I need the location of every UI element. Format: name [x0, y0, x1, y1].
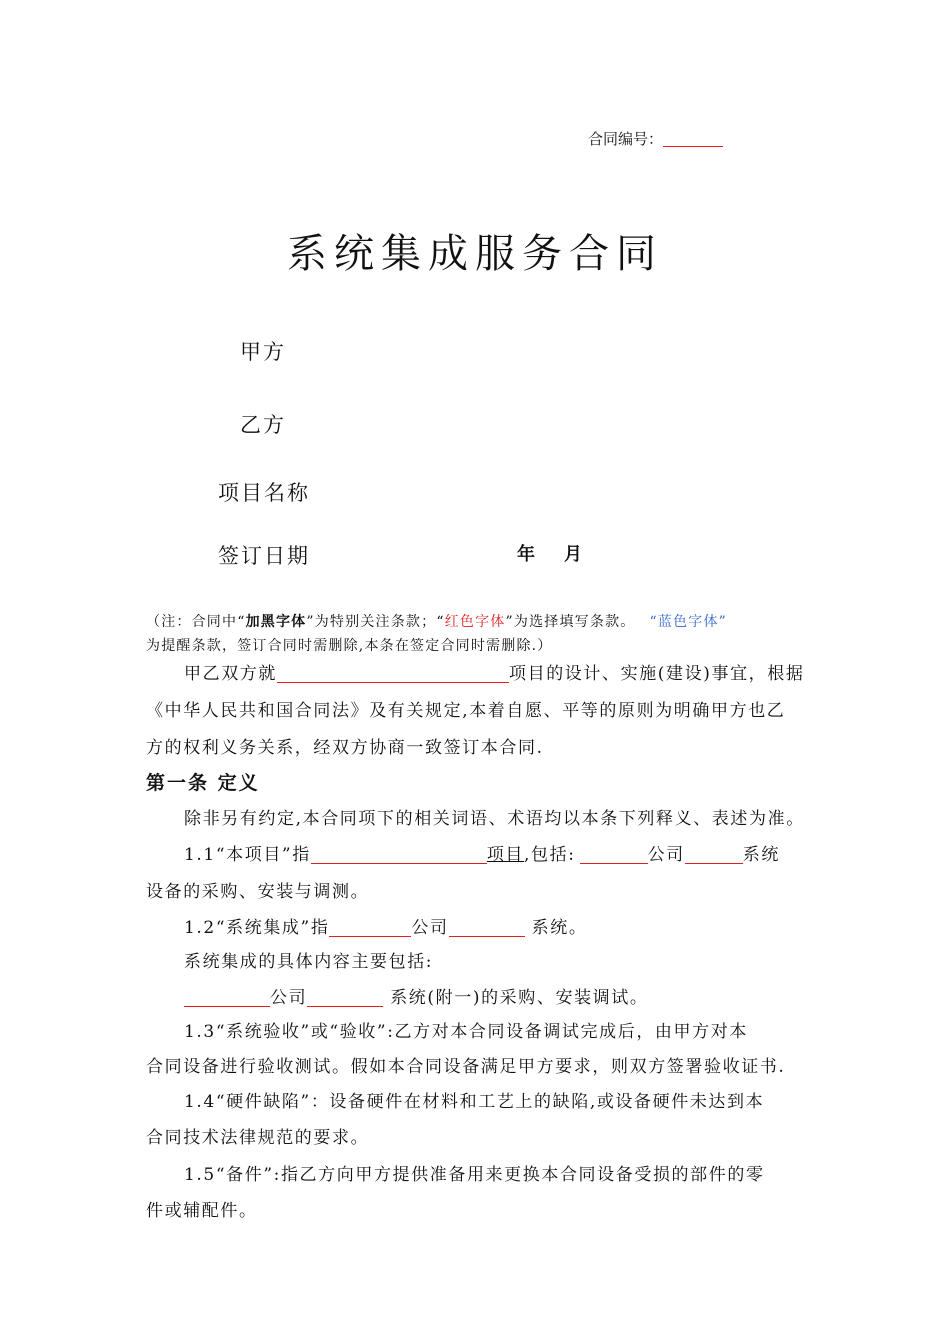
system-blank: [685, 845, 743, 864]
article-1-heading: 第一条 定义: [146, 772, 260, 794]
contract-number-blank: [663, 132, 723, 147]
note-line-1: （注：合同中“加黑字体”为特别关注条款；“红色字体”为选择填写条款。 “蓝色字体”: [146, 614, 727, 630]
company-blank: [329, 918, 411, 937]
project-name-label: 项目名称: [218, 481, 310, 505]
clause-1-5-line-2: 件或辅配件。: [146, 1201, 258, 1221]
contract-number: [588, 128, 723, 149]
clause-1-2: 1.2“系统集成”指 公司 系统。: [184, 918, 588, 938]
party-b-label: 乙方: [240, 413, 286, 437]
clause-1-4-line-2: 合同技术法律规范的要求。: [146, 1128, 370, 1148]
clause-1-5: 1.5“备件”:指乙方向甲方提供准备用来更换本合同设备受损的部件的零: [184, 1165, 765, 1185]
clause-1-1: 1.1“本项目”指 项目,包括: 公司 系统: [184, 845, 780, 865]
company-blank: [184, 988, 270, 1007]
note-line-2: 为提醒条款，签订合同时需删除,本条在签定合同时需删除.）: [146, 638, 553, 654]
article-1-intro: 除非另有约定,本合同项下的相关词语、术语均以本条下列释义、表述为准。: [184, 809, 805, 829]
project-blank: [311, 845, 487, 864]
note-blue-sample: “蓝色字体”: [649, 614, 727, 630]
contract-number-label: 合同编号：: [588, 130, 664, 148]
party-a-label: 甲方: [240, 340, 286, 364]
document-title: 系统集成服务合同: [287, 231, 663, 277]
company-blank: [580, 845, 648, 864]
clause-1-2-line-3: 公司 系统(附一)的采购、安装调试。: [184, 983, 648, 1008]
clause-1-1-line-2: 设备的采购、安装与调测。: [146, 882, 370, 902]
intro-line-1: 甲乙双方就 项目的设计、实施(建设)事宜，根据: [184, 664, 805, 684]
system-blank: [307, 988, 383, 1007]
clause-1-3: 1.3“系统验收”或“验收”:乙方对本合同设备调试完成后，由甲方对本: [184, 1022, 748, 1042]
note-red-sample: 红色字体: [444, 614, 506, 630]
intro-line-2: 《中华人民共和国合同法》及有关规定,本着自愿、平等的原则为明确甲方也乙: [146, 701, 786, 721]
system-blank: [449, 918, 525, 937]
note-bold-sample: 加黑字体: [245, 614, 307, 630]
sign-date-label: 签订日期: [218, 544, 310, 568]
sign-date-year: 年: [517, 544, 537, 565]
project-blank: [277, 664, 509, 683]
clause-1-2-line-2: 系统集成的具体内容主要包括:: [184, 952, 434, 972]
sign-date-month: 月: [564, 544, 584, 565]
intro-line-3: 方的权利义务关系，经双方协商一致签订本合同.: [146, 738, 544, 758]
clause-1-3-line-2: 合同设备进行验收测试。假如本合同设备满足甲方要求，则双方签署验收证书.: [146, 1057, 786, 1077]
clause-1-4: 1.4“硬件缺陷”：设备硬件在材料和工艺上的缺陷,或设备硬件未达到本: [184, 1092, 765, 1112]
